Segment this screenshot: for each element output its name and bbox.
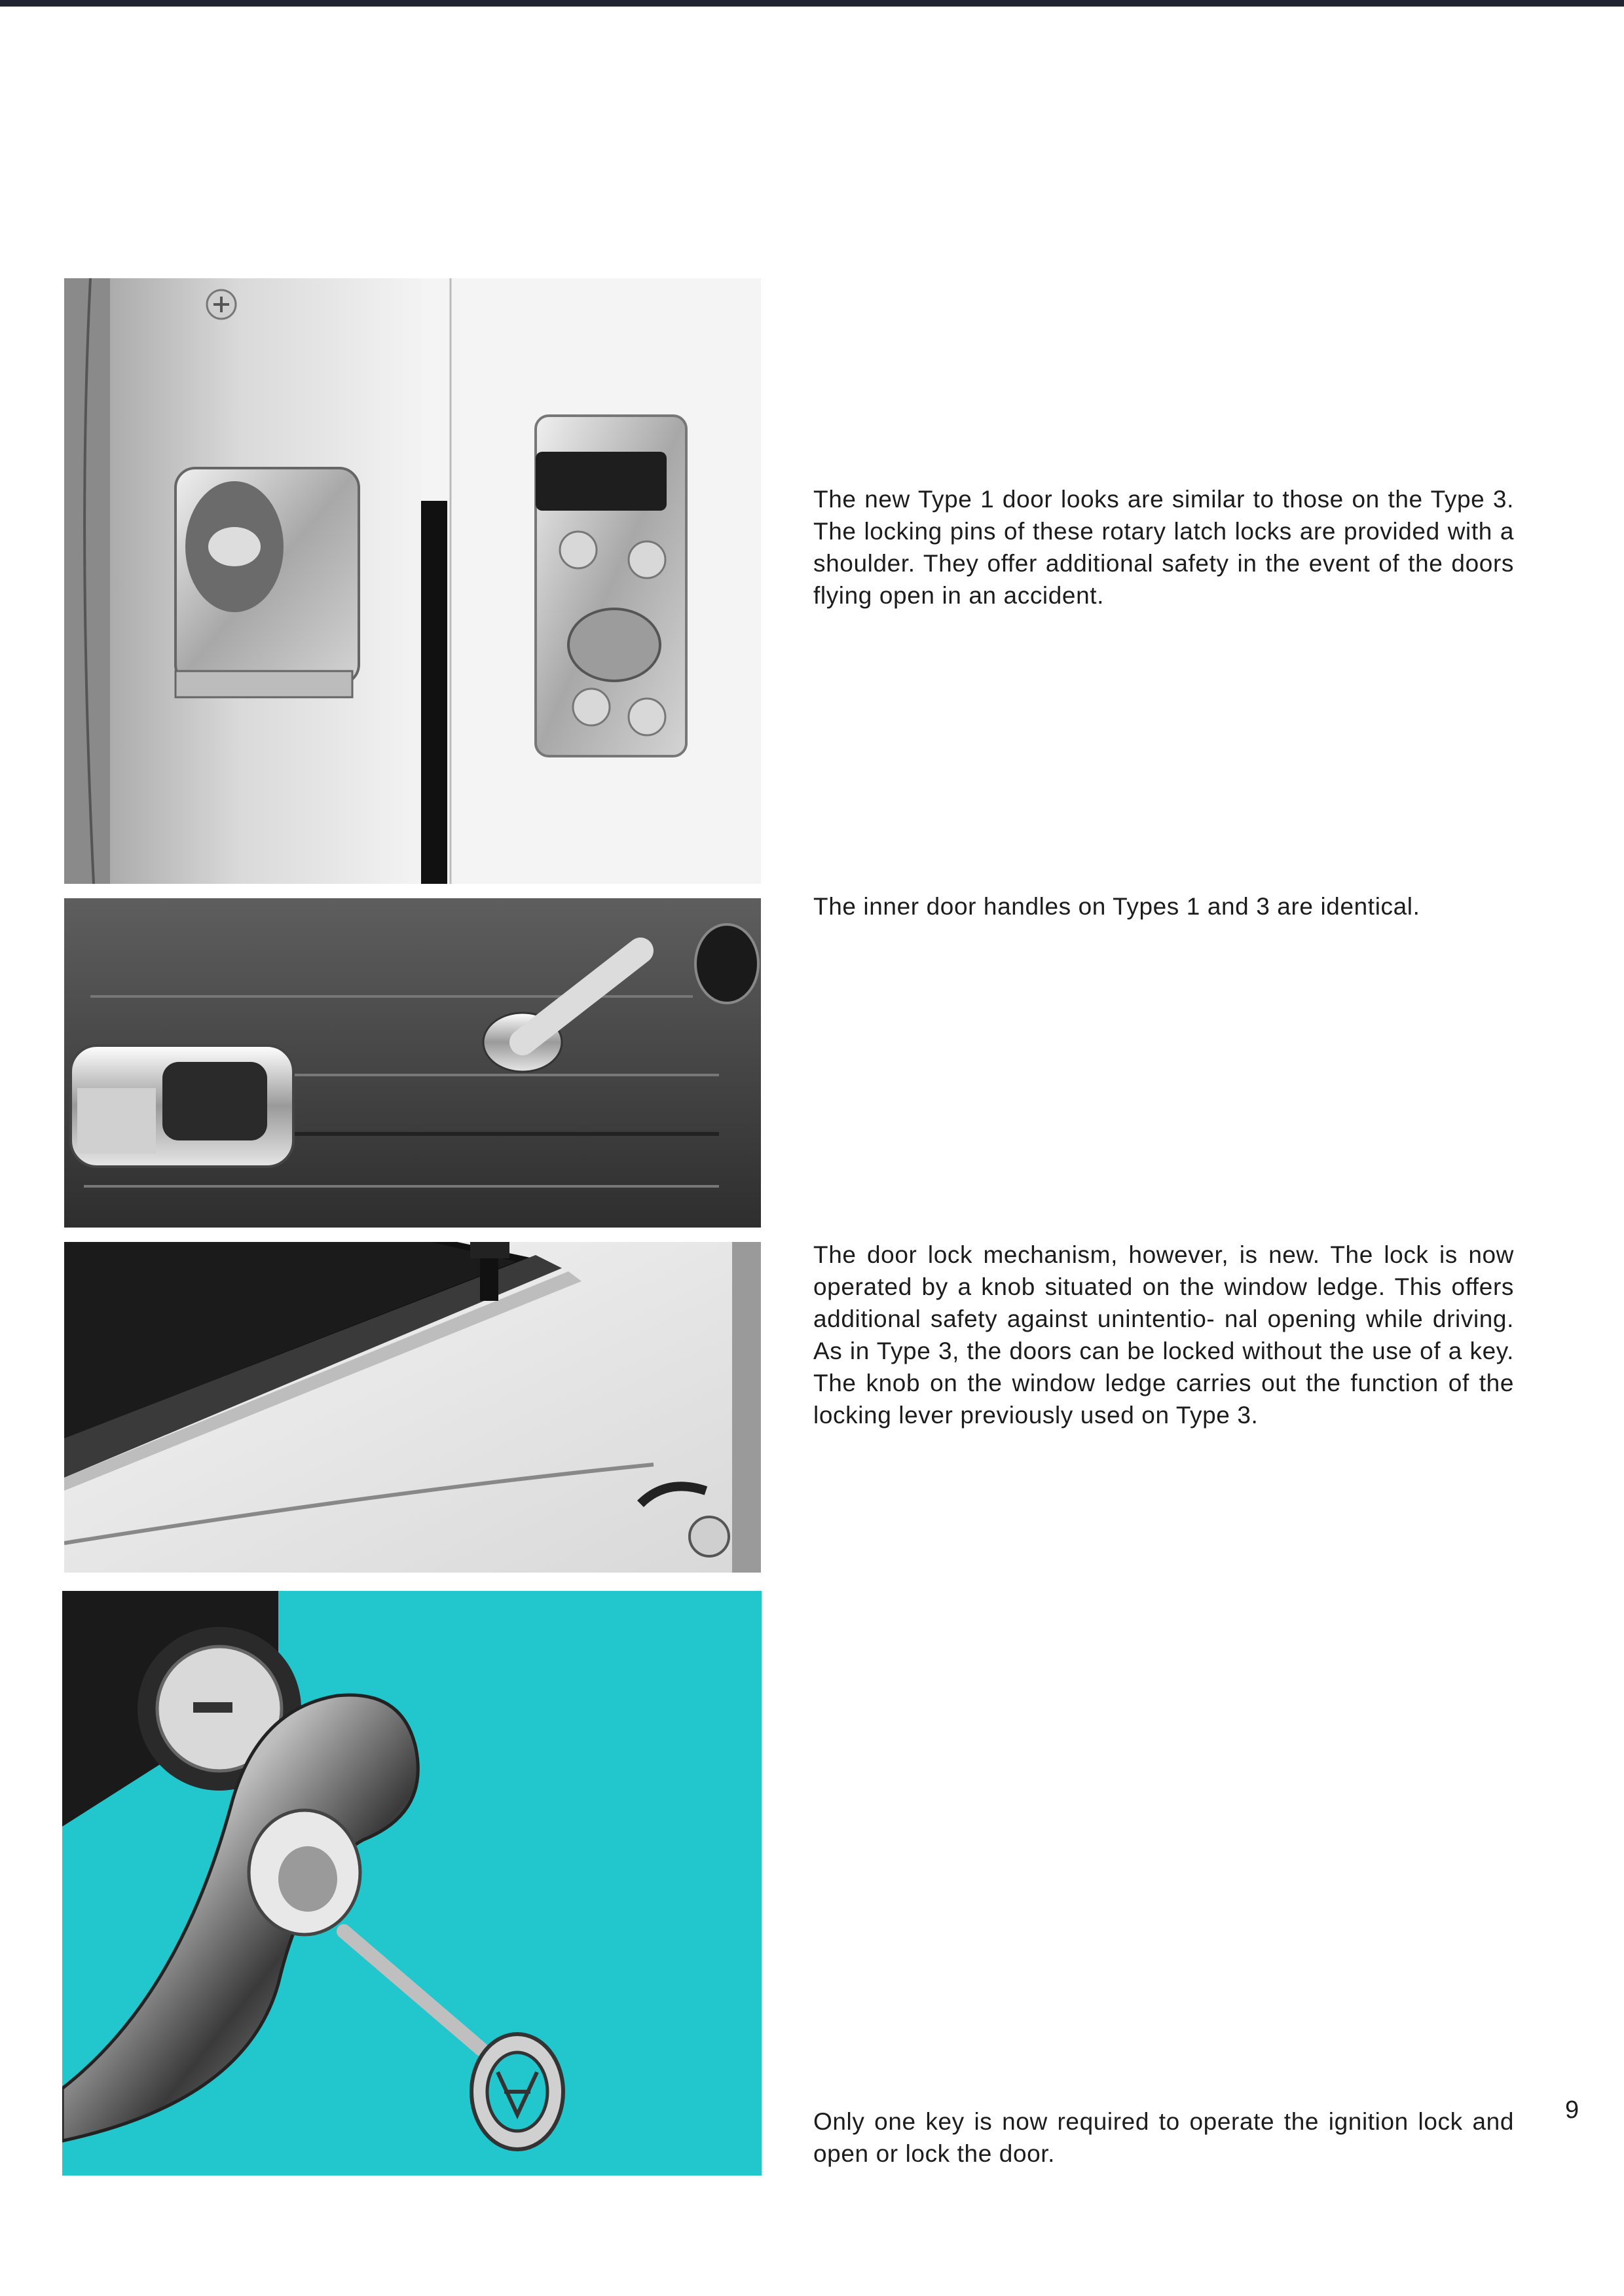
inner-door-handle-photo xyxy=(64,898,761,1228)
top-border-rule xyxy=(0,0,1624,7)
caption-door-locks: The new Type 1 door looks are similar to those on the Type 3. The locking pins of these rotary latch locks are provided with a shoulder. They offer additional safety in the event of the doors flying open in an accident. xyxy=(813,486,1514,609)
window-ledge-lock-knob-photo xyxy=(64,1242,761,1573)
caption-inner-handles: The inner door handles on Types 1 and 3 are identical. xyxy=(813,893,1420,920)
caption-lock-mechanism: The door lock mechanism, however, is new. The lock is now operated by a knob situated on the window ledge. This offers additional safety against unintentio- nal opening while driving. As in Type 3, the doors can be locked without the use of a key. The knob on the window ledge carries out the function of the locking lever previously used on Type 3. xyxy=(813,1241,1514,1429)
caption-one-key: Only one key is now required to operate the ignition lock and open or lock the door. xyxy=(813,2108,1514,2167)
page-number: 9 xyxy=(1565,2096,1579,2124)
door-handle-and-key-photo xyxy=(62,1591,762,2176)
rotary-latch-lock-photo xyxy=(64,278,761,884)
